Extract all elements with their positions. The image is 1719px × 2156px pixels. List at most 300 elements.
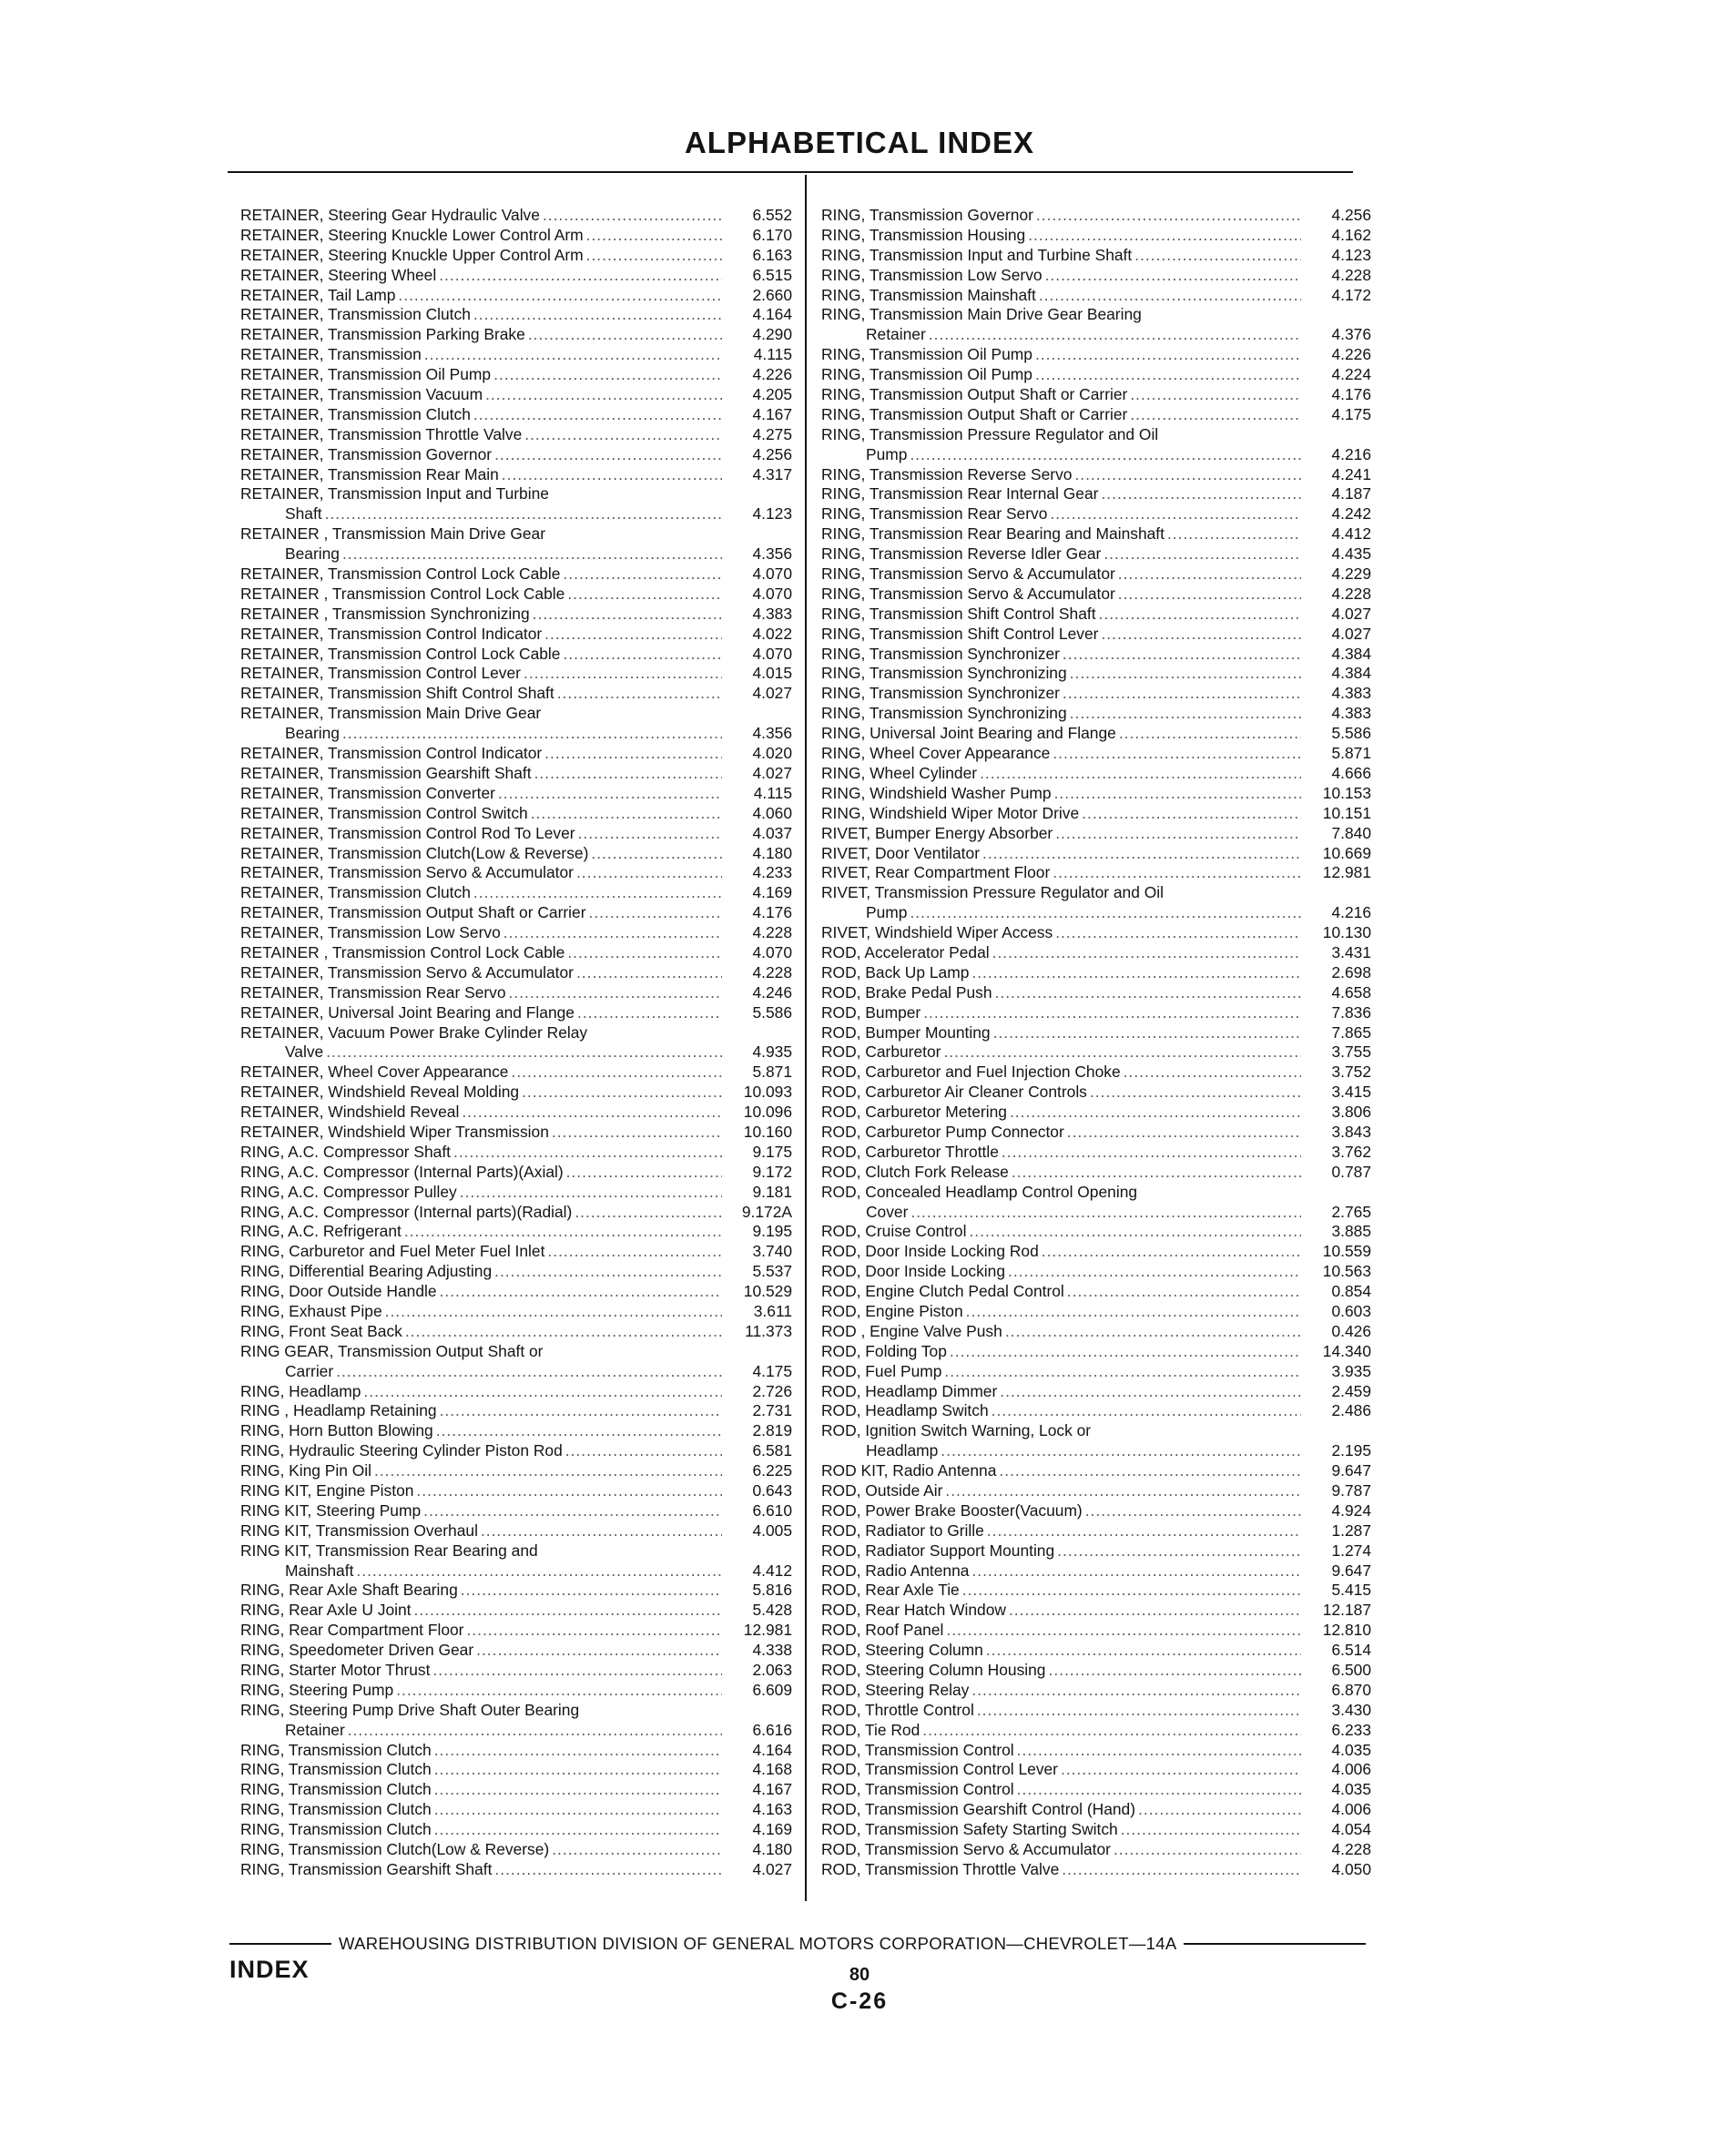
entry-page-ref: 5.816 [752, 1581, 792, 1600]
entry-label: ROD, Radiator Support Mounting [821, 1541, 1055, 1560]
index-entry [821, 1561, 1371, 1581]
entry-label: RETAINER , Transmission Synchronizing [240, 604, 530, 623]
index-entry [240, 1042, 792, 1063]
entry-page-ref: 2.660 [752, 285, 792, 304]
section-label: INDEX [229, 1956, 310, 1983]
index-entry [821, 1820, 1371, 1840]
index-entry [821, 564, 1371, 585]
entry-label: RING, Transmission Shift Control Lever [821, 624, 1099, 643]
index-entry [240, 1302, 792, 1322]
entry-page-ref: 4.228 [1331, 584, 1371, 603]
index-entry [240, 684, 792, 704]
entry-page-ref: 4.070 [752, 564, 792, 584]
index-entry [240, 266, 792, 286]
entry-label: RING, Hydraulic Steering Cylinder Piston Rod [240, 1441, 563, 1460]
leader-dots [1070, 704, 1301, 724]
entry-label: RING, A.C. Compressor (Internal Parts)(Axial) [240, 1162, 564, 1181]
entry-label: RIVET, Bumper Energy Absorber [821, 823, 1053, 842]
entry-label: RETAINER , Transmission Main Drive Gear [240, 524, 546, 544]
leader-dots [552, 1123, 722, 1143]
entry-page-ref: 4.164 [752, 305, 792, 324]
index-entry [821, 345, 1371, 365]
entry-label: RETAINER, Transmission Rear Main [240, 464, 499, 483]
entry-label: ROD, Fuel Pump [821, 1361, 942, 1380]
leader-dots [434, 1741, 722, 1761]
entry-label: ROD KIT, Radio Antenna [821, 1461, 997, 1480]
index-entry [821, 1641, 1371, 1661]
entry-label: RING, Speedometer Driven Gear [240, 1641, 474, 1660]
entry-page-ref: 6.581 [752, 1441, 792, 1460]
entry-page-ref: 9.787 [1331, 1481, 1371, 1500]
entry-label: RING, Headlamp [240, 1381, 361, 1400]
leader-dots [1063, 645, 1301, 665]
index-entry [821, 1143, 1371, 1163]
index-entry [821, 266, 1371, 286]
entry-page-ref: 6.500 [1331, 1661, 1371, 1680]
entry-label: RING, Transmission Oil Pump [821, 365, 1032, 384]
entry-label: Shaft [285, 504, 322, 524]
index-entry [240, 983, 792, 1003]
index-entry [821, 1501, 1371, 1521]
entry-page-ref: 5.871 [752, 1063, 792, 1082]
entry-label: RETAINER, Steering Knuckle Upper Control Arm [240, 245, 584, 264]
entry-page-ref: 4.006 [1331, 1800, 1371, 1819]
entry-label: RING, Steering Pump Drive Shaft Outer Bearing [240, 1700, 580, 1719]
index-entry [821, 1521, 1371, 1541]
index-entry [821, 1541, 1371, 1561]
footer-division-text: WAREHOUSING DISTRIBUTION DIVISION OF GENERAL MOTORS CORPORATION—CHEVROLET—14A [339, 1934, 1177, 1953]
entry-page-ref: 4.054 [1331, 1820, 1371, 1839]
index-entry [821, 1023, 1371, 1043]
leader-dots [1017, 1780, 1301, 1800]
entry-page-ref: 5.428 [752, 1601, 792, 1620]
entry-label: RETAINER, Vacuum Power Brake Cylinder Relay [240, 1022, 588, 1042]
leader-dots [1118, 585, 1301, 605]
index-entry [821, 1441, 1371, 1461]
index-entry [240, 1741, 792, 1761]
index-entry [821, 664, 1371, 684]
leader-dots [929, 325, 1301, 345]
entry-page-ref: 9.172 [752, 1162, 792, 1181]
leader-dots [565, 1441, 722, 1461]
footer-rule-right [1184, 1943, 1366, 1945]
leader-dots [971, 963, 1301, 983]
leader-dots [453, 1143, 722, 1163]
index-entry [821, 1042, 1371, 1063]
entry-label: ROD, Transmission Control Lever [821, 1760, 1058, 1779]
leader-dots [434, 1780, 722, 1800]
entry-page-ref: 2.698 [1331, 962, 1371, 981]
leader-dots [1104, 544, 1301, 564]
leader-dots [944, 1362, 1301, 1382]
entry-page-ref: 5.871 [1331, 744, 1371, 763]
index-entry [821, 1800, 1371, 1820]
index-entry [240, 1701, 792, 1721]
entry-label: Pump [866, 903, 908, 922]
leader-dots [1009, 1601, 1301, 1621]
entry-page-ref: 5.415 [1331, 1581, 1371, 1600]
entry-label: RETAINER, Transmission Oil Pump [240, 365, 492, 384]
entry-page-ref: 10.669 [1322, 843, 1371, 862]
index-entry [821, 286, 1371, 306]
entry-label: RETAINER, Transmission Servo & Accumulator [240, 863, 574, 882]
entry-page-ref: 6.610 [752, 1500, 792, 1520]
leader-dots [1134, 246, 1301, 266]
leader-dots [1121, 1820, 1301, 1840]
index-entry [240, 605, 792, 625]
entry-page-ref: 6.233 [1331, 1720, 1371, 1739]
entry-label: RETAINER, Transmission Converter [240, 783, 495, 802]
index-entry [821, 1282, 1371, 1302]
leader-dots [326, 1042, 722, 1063]
entry-page-ref: 4.006 [1331, 1760, 1371, 1779]
index-entry [821, 824, 1371, 844]
leader-dots [533, 605, 722, 625]
entry-label: RIVET, Rear Compartment Floor [821, 863, 1051, 882]
entry-label: RING, Transmission Governor [821, 206, 1033, 224]
entry-page-ref: 3.415 [1331, 1083, 1371, 1102]
leader-dots [910, 1203, 1301, 1223]
leader-dots [1000, 1382, 1301, 1402]
index-entry [240, 1401, 792, 1421]
index-entry [821, 484, 1371, 504]
column-divider [805, 175, 807, 1901]
entry-page-ref: 3.752 [1331, 1063, 1371, 1082]
entry-label: ROD, Folding Top [821, 1341, 947, 1360]
entry-page-ref: 3.806 [1331, 1103, 1371, 1122]
leader-dots [1067, 1282, 1301, 1302]
leader-dots [1055, 824, 1301, 844]
index-entry [240, 365, 792, 385]
entry-page-ref: 9.195 [752, 1222, 792, 1241]
index-entry [821, 903, 1371, 923]
index-column-left [240, 206, 792, 1880]
index-entry [821, 1123, 1371, 1143]
index-entry [821, 883, 1371, 903]
page-number: 80 [849, 1965, 870, 1985]
entry-label: RING, Wheel Cylinder [821, 763, 978, 782]
index-entry [240, 824, 792, 844]
entry-label: RING, Transmission Reverse Idler Gear [821, 544, 1102, 564]
index-entry [240, 1840, 792, 1860]
entry-page-ref: 4.123 [752, 504, 792, 524]
entry-label: RETAINER, Transmission Control Lock Cable [240, 564, 561, 584]
entry-label: RETAINER, Transmission Control Lever [240, 664, 521, 683]
entry-label: RIVET, Windshield Wiper Access [821, 923, 1053, 942]
leader-dots [544, 744, 722, 764]
leader-dots [941, 1441, 1301, 1461]
entry-label: RING, Transmission Servo & Accumulator [821, 564, 1115, 584]
index-entry [821, 544, 1371, 564]
index-entry [821, 1461, 1371, 1481]
entry-label: RING, Wheel Cover Appearance [821, 744, 1051, 763]
index-entry [821, 963, 1371, 983]
entry-page-ref: 7.865 [1331, 1022, 1371, 1042]
entry-page-ref: 4.228 [1331, 1840, 1371, 1859]
entry-label: RETAINER , Transmission Control Lock Cable [240, 584, 565, 603]
entry-label: RING, Exhaust Pipe [240, 1301, 382, 1320]
leader-dots [589, 903, 723, 923]
index-entry [821, 1760, 1371, 1780]
entry-page-ref: 4.027 [1331, 604, 1371, 623]
entry-page-ref: 4.167 [752, 404, 792, 423]
index-entry [240, 804, 792, 824]
leader-dots [1067, 1123, 1301, 1143]
entry-label: ROD, Bumper Mounting [821, 1022, 991, 1042]
index-entry [821, 1362, 1371, 1382]
index-entry [821, 684, 1371, 704]
leader-dots [363, 1382, 722, 1402]
index-entry [240, 405, 792, 425]
entry-page-ref: 4.027 [752, 1859, 792, 1878]
entry-page-ref: 6.225 [752, 1461, 792, 1480]
index-entry [240, 484, 792, 504]
index-entry [821, 983, 1371, 1003]
footer-rule-left [229, 1943, 331, 1945]
leader-dots [999, 1461, 1301, 1481]
entry-page-ref: 2.063 [752, 1661, 792, 1680]
entry-label: RING, Transmission Input and Turbine Shaft [821, 245, 1133, 264]
entry-label: RETAINER, Steering Gear Hydraulic Valve [240, 206, 540, 224]
index-entry [821, 1003, 1371, 1023]
entry-label: RING KIT, Transmission Rear Bearing and [240, 1541, 538, 1560]
leader-dots [992, 1401, 1301, 1421]
leader-dots [1167, 524, 1301, 544]
entry-label: RETAINER, Transmission Shift Control Shaft [240, 684, 554, 703]
leader-dots [1130, 385, 1301, 405]
entry-page-ref: 6.609 [752, 1680, 792, 1699]
entry-label: RING , Headlamp Retaining [240, 1401, 437, 1420]
index-entry [240, 1860, 792, 1880]
index-entry [240, 943, 792, 963]
entry-page-ref: 5.586 [752, 1002, 792, 1022]
index-entry [240, 1123, 792, 1143]
leader-dots [962, 1581, 1301, 1601]
entry-page-ref: 4.383 [1331, 684, 1371, 703]
leader-dots [1010, 1103, 1301, 1123]
index-entry [240, 465, 792, 485]
entry-page-ref: 4.037 [752, 823, 792, 842]
entry-page-ref: 6.616 [752, 1720, 792, 1739]
entry-page-ref: 9.647 [1331, 1561, 1371, 1580]
entry-page-ref: 4.226 [752, 365, 792, 384]
index-entry [240, 1641, 792, 1661]
entry-label: RETAINER, Transmission Throttle Valve [240, 424, 523, 443]
entry-label: ROD, Carburetor and Fuel Injection Choke [821, 1063, 1121, 1082]
leader-dots [969, 1222, 1301, 1242]
entry-page-ref: 4.435 [1331, 544, 1371, 564]
entry-label: RING, Differential Bearing Adjusting [240, 1262, 493, 1281]
leader-dots [982, 844, 1301, 864]
entry-label: RING, Universal Joint Bearing and Flange [821, 724, 1116, 743]
leader-dots [923, 1003, 1301, 1023]
leader-dots [567, 943, 722, 963]
leader-dots [578, 824, 722, 844]
index-entry [821, 365, 1371, 385]
index-entry [821, 1421, 1371, 1441]
entry-label: ROD, Clutch Fork Release [821, 1162, 1009, 1181]
leader-dots [461, 1581, 722, 1601]
leader-dots [342, 724, 722, 744]
entry-label: RETAINER, Transmission Vacuum [240, 385, 483, 404]
leader-dots [993, 1023, 1301, 1043]
index-entry [240, 784, 792, 804]
leader-dots [1101, 625, 1301, 645]
entry-page-ref: 4.356 [752, 724, 792, 743]
entry-label: RETAINER, Transmission Control Indicator [240, 624, 543, 643]
leader-dots [485, 385, 722, 405]
leader-dots [552, 1840, 722, 1860]
index-entry [240, 1183, 792, 1203]
entry-label: RETAINER, Transmission Control Indicator [240, 744, 543, 763]
entry-page-ref: 4.384 [1331, 664, 1371, 683]
entry-label: RETAINER, Steering Knuckle Lower Control Arm [240, 225, 584, 244]
entry-label: RETAINER, Transmission Main Drive Gear [240, 704, 542, 723]
entry-label: RETAINER, Transmission Parking Brake [240, 325, 525, 344]
entry-page-ref: 2.486 [1331, 1401, 1371, 1420]
leader-dots [1099, 605, 1301, 625]
leader-dots [498, 784, 722, 804]
entry-page-ref: 4.246 [752, 982, 792, 1002]
index-entry [240, 1800, 792, 1820]
leader-dots [493, 365, 722, 385]
entry-page-ref: 4.290 [752, 325, 792, 344]
entry-label: Bearing [285, 544, 340, 564]
entry-label: RING, King Pin Oil [240, 1461, 371, 1480]
index-entry [821, 206, 1371, 226]
leader-dots [385, 1302, 722, 1322]
entry-page-ref: 10.130 [1322, 923, 1371, 942]
leader-dots [1017, 1741, 1301, 1761]
entry-page-ref: 2.195 [1331, 1441, 1371, 1460]
entry-label: RING, Transmission Pressure Regulator and Oil [821, 424, 1159, 443]
leader-dots [1053, 744, 1301, 764]
entry-label: RING, Rear Axle Shaft Bearing [240, 1581, 458, 1600]
entry-label: RETAINER, Windshield Wiper Transmission [240, 1122, 549, 1141]
entry-label: Retainer [285, 1720, 345, 1739]
index-entry [240, 704, 792, 724]
entry-page-ref: 4.167 [752, 1780, 792, 1799]
entry-page-ref: 3.762 [1331, 1142, 1371, 1161]
index-entry [240, 1441, 792, 1461]
entry-page-ref: 4.356 [752, 544, 792, 564]
entry-page-ref: 4.169 [752, 883, 792, 902]
entry-page-ref: 7.836 [1331, 1002, 1371, 1022]
entry-page-ref: 12.981 [1322, 863, 1371, 882]
entry-page-ref: 0.603 [1331, 1301, 1371, 1320]
entry-page-ref: 3.885 [1331, 1222, 1371, 1241]
index-entry [821, 844, 1371, 864]
entry-page-ref: 10.093 [743, 1083, 792, 1102]
entry-label: RETAINER, Transmission Input and Turbine [240, 484, 549, 503]
index-entry [821, 1203, 1371, 1223]
leader-dots [1124, 1063, 1301, 1083]
leader-dots [995, 983, 1301, 1003]
leader-dots [577, 1003, 722, 1023]
entry-page-ref: 12.187 [1322, 1601, 1371, 1620]
entry-label: RING, Transmission Clutch [240, 1760, 432, 1779]
entry-label: RING, Door Outside Handle [240, 1282, 437, 1301]
entry-label: RETAINER, Transmission Rear Servo [240, 982, 506, 1002]
index-entry [240, 585, 792, 605]
index-entry [821, 1780, 1371, 1800]
leader-dots [440, 1401, 722, 1421]
entry-page-ref: 4.115 [753, 345, 792, 364]
leader-dots [522, 1083, 722, 1103]
index-entry [821, 1322, 1371, 1342]
index-entry [240, 1342, 792, 1362]
index-entry [240, 425, 792, 445]
index-entry [240, 1581, 792, 1601]
entry-page-ref: 4.163 [752, 1800, 792, 1819]
index-entry [240, 1362, 792, 1382]
entry-label: RIVET, Door Ventilator [821, 843, 980, 862]
index-entry [240, 385, 792, 405]
leader-dots [1130, 405, 1301, 425]
leader-dots [509, 983, 722, 1003]
index-entry [821, 385, 1371, 405]
entry-label: ROD, Steering Relay [821, 1680, 970, 1699]
leader-dots [476, 1641, 722, 1661]
entry-label: ROD, Power Brake Booster(Vacuum) [821, 1500, 1083, 1520]
entry-label: RING KIT, Engine Piston [240, 1481, 414, 1500]
entry-page-ref: 12.810 [1322, 1621, 1371, 1640]
entry-label: RETAINER, Windshield Reveal Molding [240, 1083, 520, 1102]
leader-dots [473, 883, 722, 903]
leader-dots [1082, 804, 1301, 824]
index-entry [240, 325, 792, 345]
leader-dots [1074, 465, 1301, 485]
entry-label: Retainer [866, 325, 926, 344]
leader-dots [439, 266, 722, 286]
index-entry [240, 645, 792, 665]
leader-dots [494, 1262, 722, 1282]
index-entry [240, 1621, 792, 1641]
entry-page-ref: 6.163 [752, 245, 792, 264]
entry-label: ROD, Carburetor Air Cleaner Controls [821, 1083, 1087, 1102]
entry-label: ROD, Rear Axle Tie [821, 1581, 960, 1600]
index-entry [240, 1561, 792, 1581]
entry-page-ref: 4.123 [1331, 245, 1371, 264]
index-entry [240, 1541, 792, 1561]
entry-page-ref: 4.666 [1331, 763, 1371, 782]
entry-label: ROD, Steering Column [821, 1641, 983, 1660]
leader-dots [544, 625, 722, 645]
entry-label: ROD, Rear Hatch Window [821, 1601, 1006, 1620]
index-entry [240, 764, 792, 784]
entry-page-ref: 4.070 [752, 942, 792, 961]
index-entry [821, 1401, 1371, 1421]
entry-label: ROD, Door Inside Locking [821, 1262, 1006, 1281]
entry-page-ref: 4.383 [1331, 704, 1371, 723]
index-entry [821, 943, 1371, 963]
entry-label: RING, Transmission Mainshaft [821, 285, 1036, 304]
entry-page-ref: 9.175 [752, 1142, 792, 1161]
leader-dots [423, 1501, 722, 1521]
index-entry [240, 1023, 792, 1043]
index-entry [821, 1721, 1371, 1741]
leader-dots [466, 1621, 722, 1641]
index-entry [240, 1103, 792, 1123]
index-entry [240, 923, 792, 943]
index-entry [821, 1701, 1371, 1721]
index-entry [240, 345, 792, 365]
leader-dots [404, 1222, 722, 1242]
index-entry [821, 1741, 1371, 1761]
entry-label: RING, Transmission Shift Control Shaft [821, 604, 1096, 623]
entry-page-ref: 3.611 [753, 1301, 792, 1320]
entry-label: ROD, Door Inside Locking Rod [821, 1242, 1039, 1261]
